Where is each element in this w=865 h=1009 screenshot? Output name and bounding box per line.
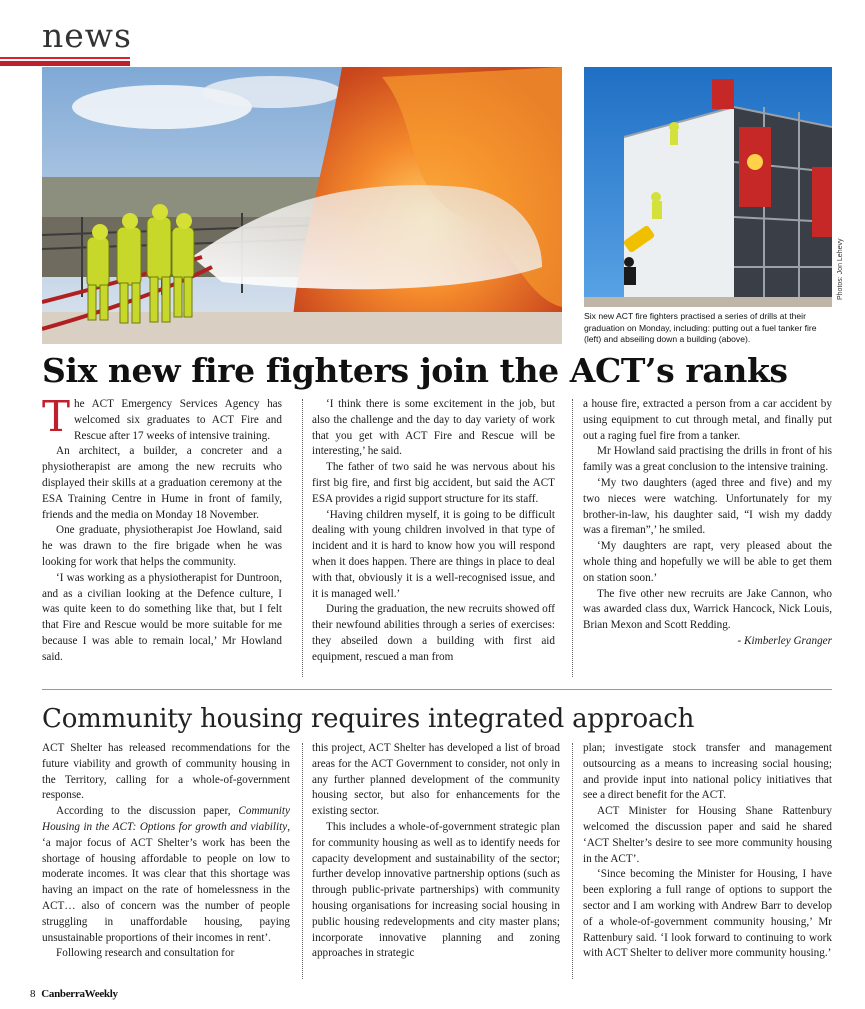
article2-column-2 bbox=[312, 741, 560, 962]
publication-name: CanberraWeekly bbox=[41, 988, 118, 1000]
text-span: According to the discussion paper, bbox=[56, 805, 239, 818]
article1-column-2 bbox=[312, 397, 555, 666]
paragraph: An architect, a builder, a concreter and a physiotherapist are among the new recruits who displayed their skills at a graduation ceremony at the ESA Training Centre in Hume in front of family, friends and the media on Monday 18 November. bbox=[42, 445, 282, 521]
page-footer bbox=[30, 988, 118, 1000]
paragraph: ACT Shelter has released recommendations for the future viability and growth of community housing in the Territory, calling for a whole-of-government response. bbox=[42, 742, 290, 802]
photo-credit: Photos: Jon Lehevy bbox=[837, 238, 844, 300]
article2-column-1 bbox=[42, 741, 290, 962]
column-divider bbox=[572, 743, 573, 979]
firefighters-hose-photo bbox=[42, 67, 562, 344]
article1-column-3 bbox=[583, 397, 832, 650]
article1-column-1 bbox=[42, 392, 282, 666]
text-span: , ‘a major focus of ACT Shelter’s work has been the shortage of housing affordable to people on low to moderate incomes. It was clear that this shortage was having an impact on the rate of homelessness in the ACT… also of concern was the number of people struggling in unaffordable housing, paying unsustainable proportions of their incomes in rent’. bbox=[42, 820, 290, 944]
photo-caption: Six new ACT fire fighters practised a series of drills at their graduation on Monday, including: putting out a fuel tanker fire (left) and abseiling down a building (above). bbox=[584, 311, 817, 345]
paragraph-continued: a house fire, extracted a person from a car accident by using equipment to cut through metal, and finally put out a raging fuel fire from a tanker. bbox=[583, 398, 832, 442]
article2-column-3 bbox=[583, 741, 832, 962]
column-divider bbox=[302, 743, 303, 979]
paragraph: ‘I was working as a physiotherapist for Duntroon, and as a civilian looking at the Defence culture, I was quite keen to do something like that, but I felt that Fire and Rescue would be more suitable for me because I was able to remain local,’ Mr Howland said. bbox=[42, 571, 282, 663]
paragraph: This includes a whole-of-government strategic plan for community housing as well as to identify needs for capacity development and sustainability of the sector; further develop innovative partnership options (such as through public-private partnerships) with community housing organisations for increasing social housing in public housing redevelopments and city master plans; incorporate innovative planning and zoning approaches in strategic bbox=[312, 820, 560, 960]
paragraph: The five other new recruits are Jake Cannon, who was awarded class dux, Warrick Hancock, Nick Louis, Brian Mexon and Scott Redding. bbox=[583, 587, 832, 632]
paragraph: ‘Having children myself, it is going to be difficult dealing with young children involved in that type of incident and it is hard to know how you will respond when it does happen. There are things in place to deal with that, obviously it is a well-recognised issue, and it is managed well.’ bbox=[312, 508, 555, 600]
paragraph: ‘My two daughters (aged three and five) and my two nieces were watching. Unfortunately for my brother-in-law, his daughter said, “I wish my daddy was a fireman”,’ he smiled. bbox=[583, 476, 832, 537]
paragraph: ACT Minister for Housing Shane Rattenbury welcomed the discussion paper and said he shared ‘ACT Shelter’s desire to see more community housing in the ACT’. bbox=[583, 805, 832, 865]
dropcap: T bbox=[42, 392, 71, 441]
abseiling-tower-photo bbox=[584, 67, 832, 307]
paragraph: ‘I think there is some excitement in the job, but also the challenge and the day to day variety of work that you get with ACT Fire and Rescue will be interesting,’ he said. bbox=[312, 398, 555, 458]
section-rule-thin bbox=[0, 57, 130, 59]
column-divider bbox=[302, 399, 303, 677]
paragraph: During the graduation, the new recruits showed off their newfound abilities through a series of exercises: they abseiled down a building with first aid equipment, rescued a man from bbox=[312, 603, 555, 663]
article-separator bbox=[42, 689, 832, 690]
paragraph: One graduate, physiotherapist Joe Howland, said he was drawn to the fire brigade when he was looking for work that helps the community. bbox=[42, 524, 282, 568]
article1-lead-paragraph bbox=[42, 392, 282, 444]
paragraph: The father of two said he was nervous about his first big fire, and first big accident, but said the ACT ESA provides a rigid support structure for its staff. bbox=[312, 461, 555, 505]
paragraph-continued: this project, ACT Shelter has developed a list of broad areas for the ACT Government to consider, not only in any further planned development of the community housing sector, but also for enhancements for the existing sector. bbox=[312, 742, 560, 818]
paragraph bbox=[42, 804, 290, 946]
paragraph: Following research and consultation for bbox=[56, 947, 235, 960]
paragraph: ‘My daughters are rapt, very pleased about the whole thing and hopefully we will be able to get them on station soon.’ bbox=[583, 540, 832, 584]
paragraph-continued: plan; investigate stock transfer and management outsourcing as a means to increasing social housing; and provide input into national policy initiatives that see a direct benefit for the ACT. bbox=[583, 742, 832, 802]
lead-text: he ACT Emergency Services Agency has welcomed six graduates to ACT Fire and Rescue after 17 weeks of intensive training. bbox=[74, 398, 282, 442]
article1-headline: Six new fire fighters join the ACT’s ranks bbox=[42, 351, 788, 390]
section-tag: news bbox=[42, 16, 132, 55]
column-divider bbox=[572, 399, 573, 677]
article2-headline: Community housing requires integrated approach bbox=[42, 704, 695, 734]
section-rule-thick bbox=[0, 61, 130, 66]
paragraph: ‘Since becoming the Minister for Housing, I have been exploring a full range of options to support the sector and I am working with Andrew Barr to develop of a whole-of-government community housing,’ Mr Rattenbury said. ‘I look forward to continuing to work with ACT Shelter to deliver more community housing.’ bbox=[583, 868, 832, 960]
byline: - Kimberley Granger bbox=[737, 634, 832, 647]
publication-title: Community Housing in the ACT: Options for growth and viability bbox=[42, 805, 290, 833]
page-number: 8 bbox=[30, 988, 36, 1000]
paragraph: Mr Howland said practising the drills in front of his family was a great conclusion to the intensive training. bbox=[583, 445, 832, 474]
